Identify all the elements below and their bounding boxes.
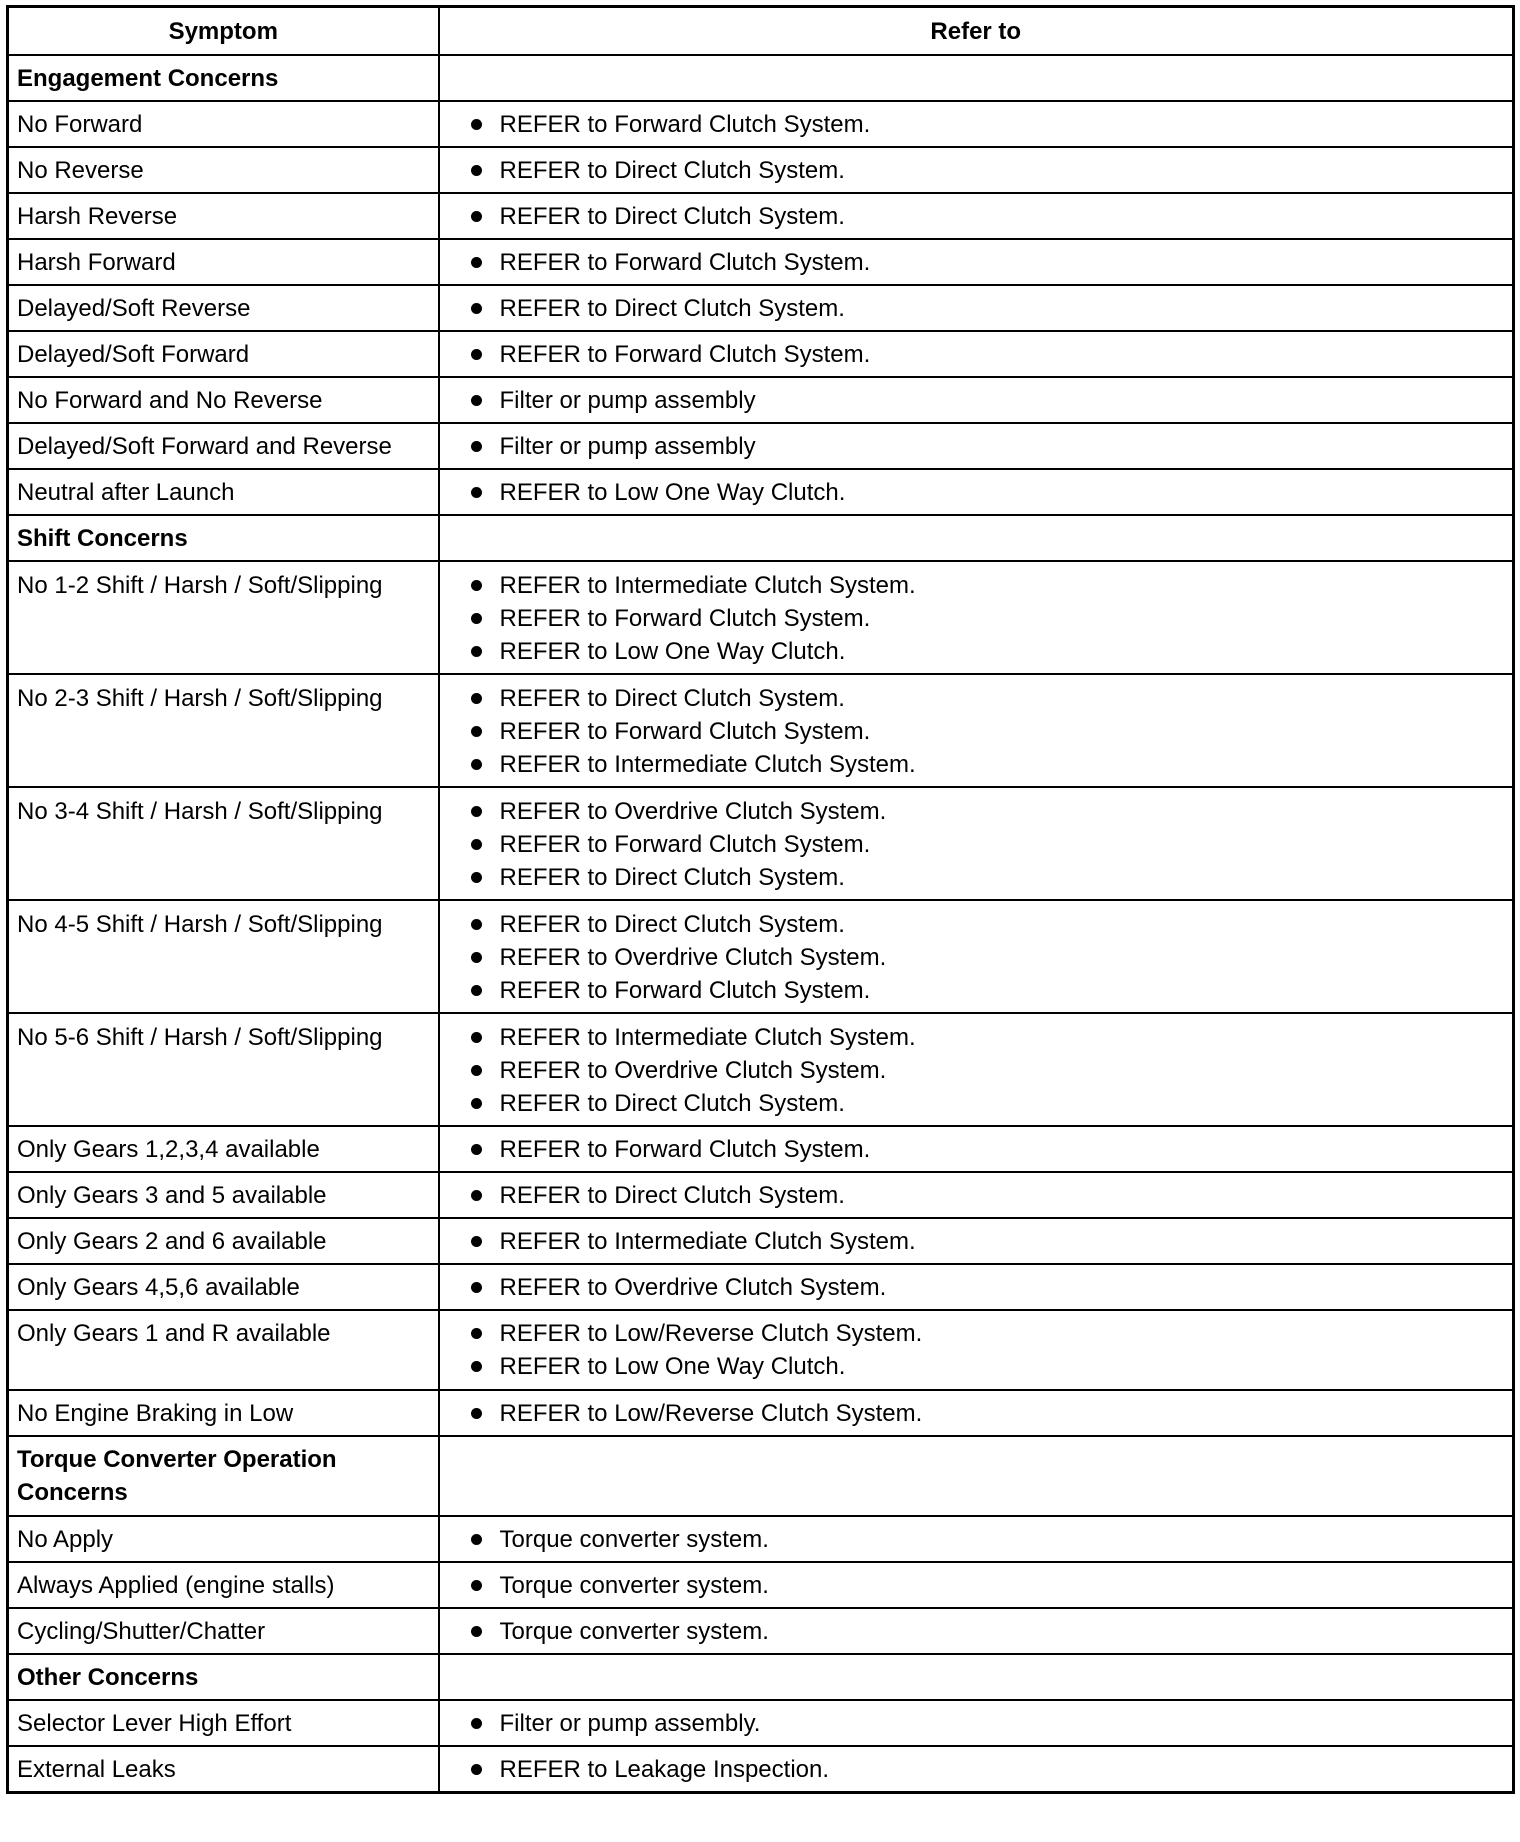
list-item [470, 748, 1513, 781]
refer-to-cell [439, 193, 1514, 239]
table-body [8, 55, 1514, 1792]
bullet-icon [471, 759, 482, 770]
bullet-icon [471, 1626, 482, 1637]
symptom-cell: Only Gears 4,5,6 available [8, 1264, 439, 1310]
table-row [8, 1013, 1514, 1126]
symptom-cell: Selector Lever High Effort [8, 1700, 439, 1746]
symptom-table-container [6, 5, 1512, 1794]
bullet-icon [471, 580, 482, 591]
symptom-cell: No Forward and No Reverse [8, 377, 439, 423]
list-item [470, 1707, 1513, 1740]
reference-list [448, 1753, 1513, 1786]
reference-list [448, 1225, 1513, 1258]
reference-text: REFER to Direct Clutch System. [499, 1090, 845, 1117]
bullet-icon [471, 1065, 482, 1076]
refer-to-cell [439, 285, 1514, 331]
bullet-icon [471, 257, 482, 268]
symptom-cell: No 4-5 Shift / Harsh / Soft/Slipping [8, 900, 439, 1013]
reference-list [448, 476, 1513, 509]
refer-to-cell [439, 1516, 1514, 1562]
symptom-cell: No Engine Braking in Low [8, 1390, 439, 1436]
bullet-icon [471, 1718, 482, 1729]
list-item [470, 795, 1513, 828]
table-row [8, 674, 1514, 787]
list-item [470, 1615, 1513, 1648]
bullet-icon [471, 349, 482, 360]
bullet-icon [471, 1361, 482, 1372]
reference-list [448, 1615, 1513, 1648]
reference-list [448, 682, 1513, 781]
reference-text: REFER to Intermediate Clutch System. [499, 1228, 916, 1255]
table-row [8, 1746, 1514, 1792]
bullet-icon [471, 1408, 482, 1419]
bullet-icon [471, 211, 482, 222]
table-row [8, 193, 1514, 239]
reference-text: REFER to Forward Clutch System. [499, 605, 871, 632]
reference-list [448, 1707, 1513, 1740]
reference-text: REFER to Forward Clutch System. [499, 249, 871, 276]
reference-text: REFER to Forward Clutch System. [499, 831, 871, 858]
list-item [470, 1133, 1513, 1166]
refer-to-cell [439, 101, 1514, 147]
table-row [8, 1310, 1514, 1390]
refer-to-cell [439, 1390, 1514, 1436]
list-item [470, 1397, 1513, 1430]
reference-text: REFER to Direct Clutch System. [499, 911, 845, 938]
reference-list [448, 569, 1513, 668]
table-row [8, 423, 1514, 469]
list-item [470, 828, 1513, 861]
reference-text: Torque converter system. [499, 1572, 769, 1599]
reference-text: REFER to Overdrive Clutch System. [499, 1057, 887, 1084]
bullet-icon [471, 646, 482, 657]
bullet-icon [471, 1236, 482, 1247]
table-row [8, 469, 1514, 515]
list-item [470, 908, 1513, 941]
section-row [8, 55, 1514, 101]
list-item [470, 476, 1513, 509]
reference-text: Filter or pump assembly. [499, 1710, 761, 1737]
list-item [470, 1523, 1513, 1556]
list-item [470, 154, 1513, 187]
refer-to-cell [439, 1264, 1514, 1310]
symptom-cell: Neutral after Launch [8, 469, 439, 515]
section-title: Torque Converter Operation Concerns [8, 1436, 439, 1516]
reference-text: REFER to Low One Way Clutch. [499, 1353, 846, 1380]
table-row [8, 1390, 1514, 1436]
bullet-icon [471, 1098, 482, 1109]
reference-text: REFER to Overdrive Clutch System. [499, 1274, 887, 1301]
list-item [470, 569, 1513, 602]
list-item [470, 1753, 1513, 1786]
bullet-icon [471, 1580, 482, 1591]
bullet-icon [471, 985, 482, 996]
refer-to-cell [439, 377, 1514, 423]
reference-list [448, 430, 1513, 463]
symptom-cell: No 1-2 Shift / Harsh / Soft/Slipping [8, 561, 439, 674]
reference-text: REFER to Forward Clutch System. [499, 341, 871, 368]
bullet-icon [471, 1328, 482, 1339]
reference-text: REFER to Low One Way Clutch. [499, 479, 846, 506]
list-item [470, 1179, 1513, 1212]
reference-text: REFER to Overdrive Clutch System. [499, 798, 887, 825]
bullet-icon [471, 839, 482, 850]
reference-text: REFER to Low/Reverse Clutch System. [499, 1320, 923, 1347]
list-item [470, 1271, 1513, 1304]
symptom-cell: Harsh Forward [8, 239, 439, 285]
table-row [8, 1700, 1514, 1746]
table-row [8, 1562, 1514, 1608]
table-row [8, 1126, 1514, 1172]
table-row [8, 101, 1514, 147]
symptom-column-header: Symptom [8, 7, 439, 56]
reference-text: REFER to Direct Clutch System. [499, 295, 845, 322]
reference-text: REFER to Forward Clutch System. [499, 111, 871, 138]
bullet-icon [471, 613, 482, 624]
table-row [8, 377, 1514, 423]
bullet-icon [471, 726, 482, 737]
bullet-icon [471, 1032, 482, 1043]
refer-to-cell [439, 331, 1514, 377]
section-title: Other Concerns [8, 1654, 439, 1700]
reference-list [448, 1317, 1513, 1383]
symptom-cell: No 3-4 Shift / Harsh / Soft/Slipping [8, 787, 439, 900]
refer-to-cell [439, 1700, 1514, 1746]
list-item [470, 602, 1513, 635]
reference-list [448, 1569, 1513, 1602]
symptom-cell: No Reverse [8, 147, 439, 193]
refer-to-cell [439, 1172, 1514, 1218]
refer-to-cell [439, 674, 1514, 787]
section-empty-cell [439, 515, 1514, 561]
refer-to-cell [439, 1562, 1514, 1608]
bullet-icon [471, 1534, 482, 1545]
list-item [470, 200, 1513, 233]
reference-text: REFER to Intermediate Clutch System. [499, 572, 916, 599]
list-item [470, 1087, 1513, 1120]
refer-to-cell [439, 561, 1514, 674]
list-item [470, 941, 1513, 974]
reference-list [448, 1523, 1513, 1556]
symptom-cell: No Forward [8, 101, 439, 147]
list-item [470, 1021, 1513, 1054]
bullet-icon [471, 303, 482, 314]
reference-text: Filter or pump assembly [499, 433, 756, 460]
list-item [470, 1569, 1513, 1602]
bullet-icon [471, 952, 482, 963]
refer-to-cell [439, 1608, 1514, 1654]
symptom-cell: No 2-3 Shift / Harsh / Soft/Slipping [8, 674, 439, 787]
reference-text: Torque converter system. [499, 1526, 769, 1553]
table-row [8, 1264, 1514, 1310]
refer-to-cell [439, 787, 1514, 900]
reference-text: REFER to Forward Clutch System. [499, 977, 871, 1004]
symptom-cell: No Apply [8, 1516, 439, 1562]
reference-list [448, 292, 1513, 325]
reference-text: REFER to Low/Reverse Clutch System. [499, 1400, 923, 1427]
symptom-cell: Cycling/Shutter/Chatter [8, 1608, 439, 1654]
section-empty-cell [439, 1654, 1514, 1700]
symptom-cell: External Leaks [8, 1746, 439, 1792]
reference-list [448, 908, 1513, 1007]
section-row [8, 1436, 1514, 1516]
symptom-cell: Only Gears 1,2,3,4 available [8, 1126, 439, 1172]
reference-text: REFER to Forward Clutch System. [499, 1136, 871, 1163]
bullet-icon [471, 441, 482, 452]
reference-list [448, 108, 1513, 141]
refer-to-cell [439, 1013, 1514, 1126]
reference-text: REFER to Direct Clutch System. [499, 203, 845, 230]
refer-to-cell [439, 1746, 1514, 1792]
refer-to-cell [439, 1310, 1514, 1390]
bullet-icon [471, 872, 482, 883]
list-item [470, 292, 1513, 325]
table-row [8, 1516, 1514, 1562]
list-item [470, 1054, 1513, 1087]
symptom-cell: Delayed/Soft Forward [8, 331, 439, 377]
symptom-cell: Only Gears 1 and R available [8, 1310, 439, 1390]
reference-text: REFER to Direct Clutch System. [499, 685, 845, 712]
reference-text: REFER to Forward Clutch System. [499, 718, 871, 745]
list-item [470, 682, 1513, 715]
symptom-cell: Always Applied (engine stalls) [8, 1562, 439, 1608]
table-row [8, 561, 1514, 674]
list-item [470, 430, 1513, 463]
table-row [8, 900, 1514, 1013]
section-row [8, 1654, 1514, 1700]
table-row [8, 147, 1514, 193]
symptom-cell: Delayed/Soft Reverse [8, 285, 439, 331]
refer-to-column-header: Refer to [439, 7, 1514, 56]
refer-to-cell [439, 900, 1514, 1013]
refer-to-cell [439, 147, 1514, 193]
reference-text: Torque converter system. [499, 1618, 769, 1645]
symptom-cell: Only Gears 3 and 5 available [8, 1172, 439, 1218]
list-item [470, 1350, 1513, 1383]
reference-list [448, 1133, 1513, 1166]
reference-list [448, 1179, 1513, 1212]
bullet-icon [471, 487, 482, 498]
bullet-icon [471, 119, 482, 130]
table-row [8, 1218, 1514, 1264]
table-row [8, 239, 1514, 285]
reference-text: REFER to Intermediate Clutch System. [499, 751, 916, 778]
symptom-cell: Delayed/Soft Forward and Reverse [8, 423, 439, 469]
section-row [8, 515, 1514, 561]
header-row [8, 7, 1514, 56]
reference-list [448, 154, 1513, 187]
section-empty-cell [439, 1436, 1514, 1516]
refer-to-cell [439, 423, 1514, 469]
bullet-icon [471, 1190, 482, 1201]
list-item [470, 1225, 1513, 1258]
refer-to-cell [439, 1126, 1514, 1172]
bullet-icon [471, 165, 482, 176]
reference-text: REFER to Low One Way Clutch. [499, 638, 846, 665]
symptom-cell: Harsh Reverse [8, 193, 439, 239]
bullet-icon [471, 1282, 482, 1293]
reference-list [448, 338, 1513, 371]
list-item [470, 635, 1513, 668]
refer-to-cell [439, 239, 1514, 285]
section-title: Shift Concerns [8, 515, 439, 561]
list-item [470, 108, 1513, 141]
list-item [470, 338, 1513, 371]
list-item [470, 715, 1513, 748]
reference-text: Filter or pump assembly [499, 387, 756, 414]
refer-to-cell [439, 469, 1514, 515]
reference-list [448, 1397, 1513, 1430]
symptom-cell: No 5-6 Shift / Harsh / Soft/Slipping [8, 1013, 439, 1126]
list-item [470, 384, 1513, 417]
reference-text: REFER to Overdrive Clutch System. [499, 944, 887, 971]
reference-list [448, 1271, 1513, 1304]
bullet-icon [471, 1764, 482, 1775]
table-row [8, 1172, 1514, 1218]
table-row [8, 787, 1514, 900]
table-row [8, 331, 1514, 377]
reference-text: REFER to Direct Clutch System. [499, 157, 845, 184]
reference-text: REFER to Direct Clutch System. [499, 1182, 845, 1209]
section-title: Engagement Concerns [8, 55, 439, 101]
reference-list [448, 246, 1513, 279]
list-item [470, 861, 1513, 894]
reference-list [448, 1021, 1513, 1120]
list-item [470, 974, 1513, 1007]
reference-text: REFER to Direct Clutch System. [499, 864, 845, 891]
section-empty-cell [439, 55, 1514, 101]
table-row [8, 285, 1514, 331]
reference-list [448, 384, 1513, 417]
refer-to-cell [439, 1218, 1514, 1264]
reference-text: REFER to Intermediate Clutch System. [499, 1024, 916, 1051]
bullet-icon [471, 693, 482, 704]
table-row [8, 1608, 1514, 1654]
symptom-chart-table [6, 5, 1515, 1794]
reference-list [448, 795, 1513, 894]
bullet-icon [471, 919, 482, 930]
bullet-icon [471, 806, 482, 817]
list-item [470, 1317, 1513, 1350]
reference-text: REFER to Leakage Inspection. [499, 1756, 830, 1783]
symptom-cell: Only Gears 2 and 6 available [8, 1218, 439, 1264]
bullet-icon [471, 1144, 482, 1155]
reference-list [448, 200, 1513, 233]
list-item [470, 246, 1513, 279]
bullet-icon [471, 395, 482, 406]
